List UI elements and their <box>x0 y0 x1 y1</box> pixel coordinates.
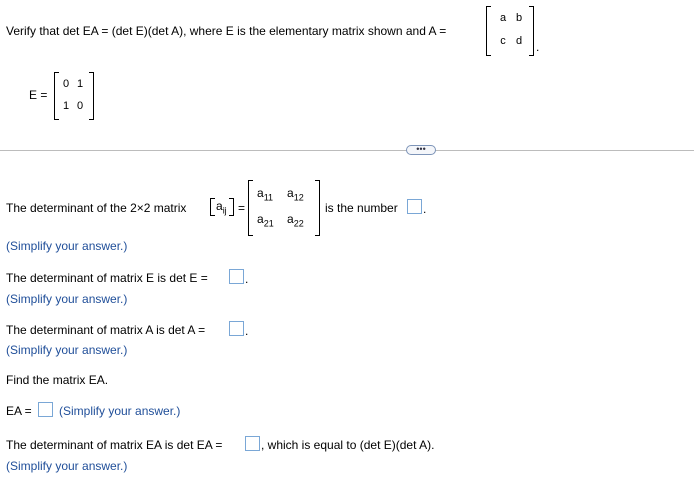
matrix-e-cell: 1 <box>62 100 70 112</box>
step3-text: The determinant of matrix A is det A = <box>6 323 206 337</box>
step5-text: The determinant of matrix EA is det EA = <box>6 438 223 452</box>
simplify-hint: (Simplify your answer.) <box>59 404 181 418</box>
matrix-e-cell: 0 <box>76 100 84 112</box>
element-a12: $a_{12}$ <box>287 186 304 203</box>
element-a11: $a_{11}$ <box>257 186 274 203</box>
right-bracket <box>89 72 94 120</box>
question-prompt: Verify that det EA = (det E)(det A), where E is the elementary matrix shown and A = <box>6 24 447 38</box>
matrix-a-cell: b <box>515 12 523 24</box>
section-divider <box>0 150 694 151</box>
right-bracket <box>529 6 534 56</box>
matrix-a-cell: d <box>515 35 523 47</box>
step5-text-after: , which is equal to (det E)(det A). <box>261 438 435 452</box>
matrix-e-cell: 1 <box>76 78 84 90</box>
e-label: E = <box>29 88 48 102</box>
simplify-hint: (Simplify your answer.) <box>6 343 128 357</box>
left-bracket <box>486 6 491 56</box>
det-general-answer-input[interactable] <box>407 199 422 214</box>
simplify-hint: (Simplify your answer.) <box>6 239 128 253</box>
ea-label: EA = <box>6 404 32 418</box>
more-options-button[interactable]: ••• <box>406 145 436 155</box>
simplify-hint: (Simplify your answer.) <box>6 292 128 306</box>
det-a-answer-input[interactable] <box>229 321 244 336</box>
det-e-answer-input[interactable] <box>229 269 244 284</box>
right-bracket <box>315 180 320 236</box>
matrix-a <box>486 6 534 56</box>
element-a21: $a_{21}$ <box>257 212 274 229</box>
ea-matrix-answer-input[interactable] <box>38 402 53 417</box>
matrix-e-cell: 0 <box>62 78 70 90</box>
step4-text: Find the matrix EA. <box>6 373 109 387</box>
step1-text-after: is the number <box>325 201 398 215</box>
matrix-e <box>54 72 94 120</box>
element-a22: $a_{22}$ <box>287 212 304 229</box>
matrix-a-cell: c <box>500 35 506 47</box>
left-bracket <box>54 72 59 120</box>
left-bracket <box>248 180 253 236</box>
det-ea-answer-input[interactable] <box>245 436 260 451</box>
general-matrix <box>248 180 320 236</box>
matrix-a-cell: a <box>499 12 507 24</box>
simplify-hint: (Simplify your answer.) <box>6 459 128 473</box>
step1-text: The determinant of the 2×2 matrix <box>6 201 187 215</box>
step2-text: The determinant of matrix E is det E = <box>6 271 208 285</box>
aij-matrix: $a_{ij}$ <box>210 198 234 216</box>
